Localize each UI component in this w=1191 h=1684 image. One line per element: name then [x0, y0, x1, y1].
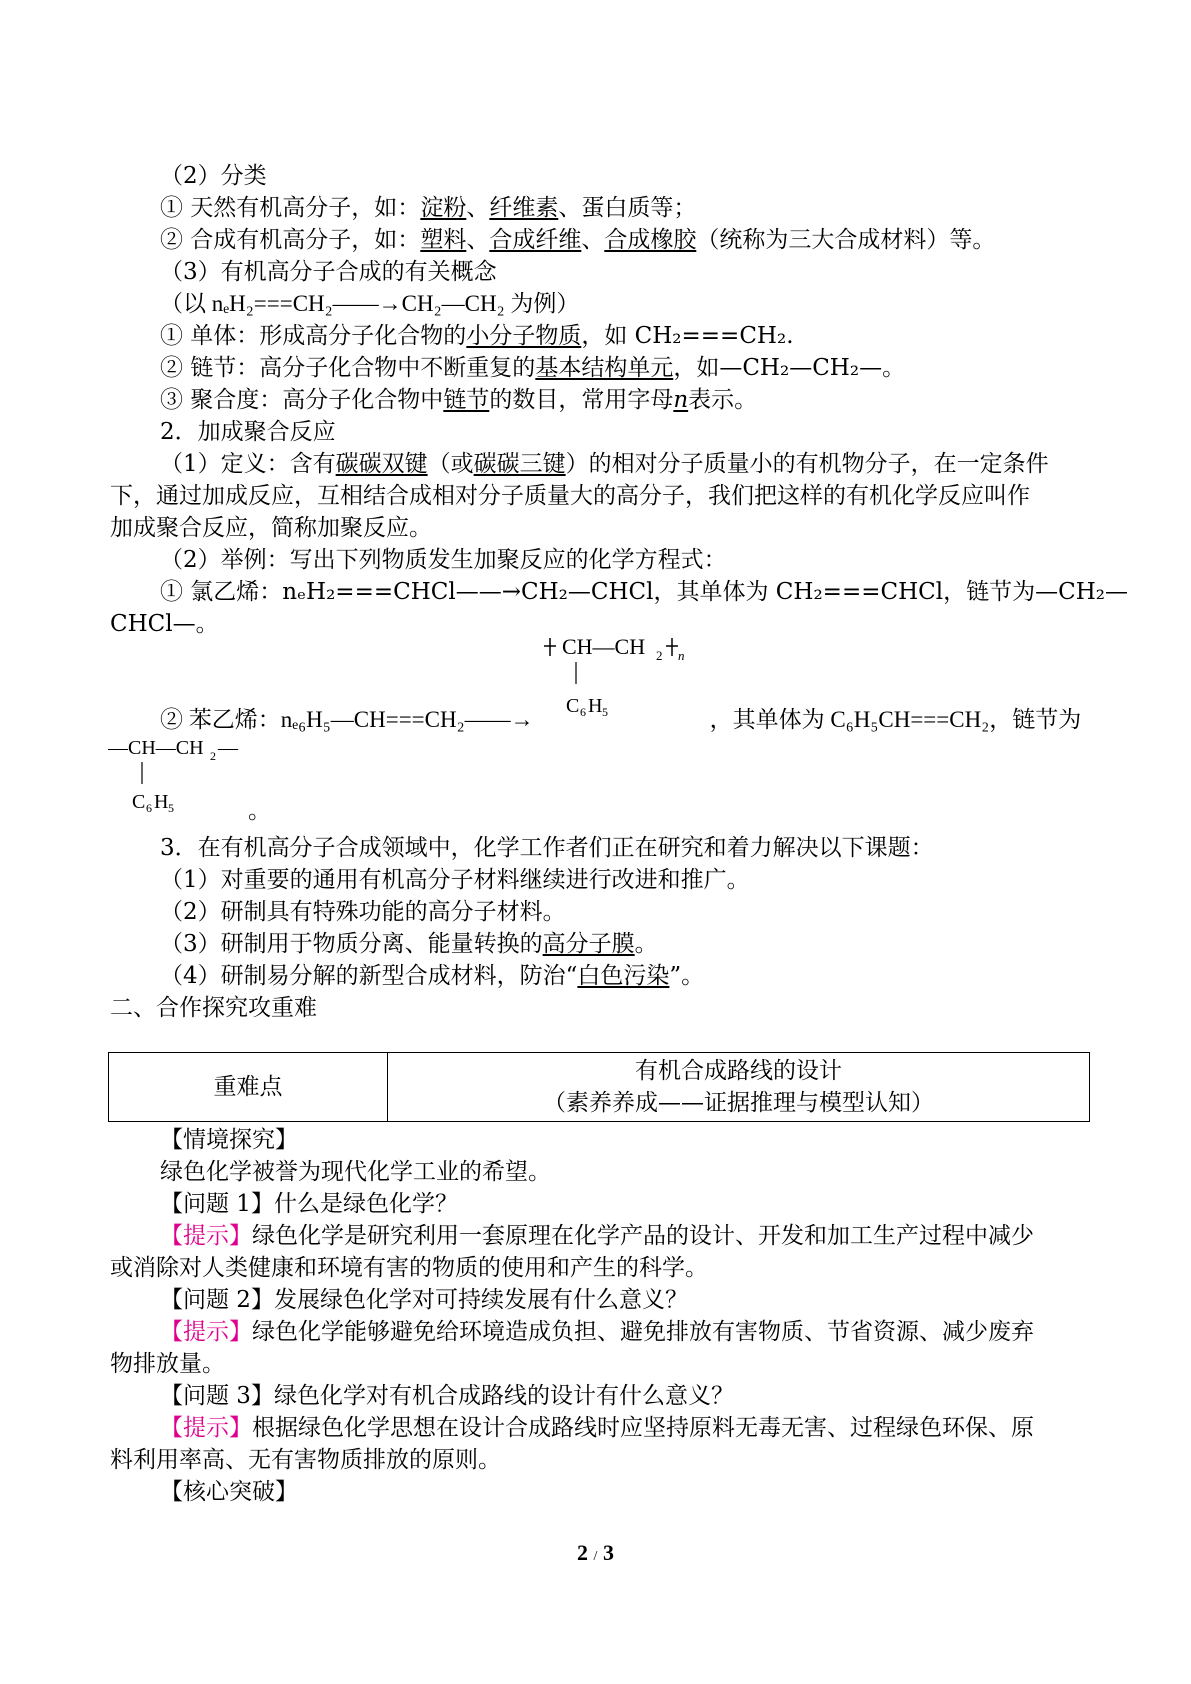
- line-styrene: [160, 704, 1081, 736]
- question-3: [160, 1380, 734, 1412]
- text: （1）对重要的通用有机高分子材料继续进行改进和推广。: [160, 867, 750, 893]
- line-chain-unit: [160, 352, 905, 384]
- table-topic: 有机合成路线的设计: [635, 1058, 842, 1084]
- phenyl-h: H: [588, 695, 603, 717]
- text: ”。: [669, 963, 705, 989]
- text: （3）有机高分子合成的有关概念: [160, 259, 497, 285]
- text: ③ 聚合度：高分子化合物中: [160, 387, 444, 413]
- line-topic-2: [160, 896, 566, 928]
- hint-label: 【提示】: [160, 1223, 252, 1249]
- text: 、: [581, 227, 605, 253]
- page-separator: /: [593, 1549, 598, 1564]
- answer-synthetic-rubber: 合成橡胶: [604, 227, 697, 253]
- text: （以 nₑH₂===CH₂——→CH₂—CH₂ 为例）: [160, 291, 580, 316]
- degree-n: n: [678, 648, 685, 663]
- text: CHCl—。: [110, 611, 219, 637]
- line-addition-polymerization: [160, 416, 336, 448]
- question-1: [160, 1188, 458, 1220]
- answer-triple-bond: 碳碳三键: [473, 451, 566, 477]
- line-period: [248, 795, 271, 827]
- text: 物排放量。: [110, 1351, 225, 1377]
- answer-2-cont: [110, 1348, 225, 1380]
- text: （3）研制用于物质分离、能量转换的: [160, 931, 543, 957]
- key-point-table: [108, 1052, 1090, 1122]
- text: 根据绿色化学思想在设计合成路线时应坚持原料无毒无害、过程绿色环保、原: [252, 1415, 1034, 1441]
- table-label-cell: [109, 1053, 388, 1122]
- text: 、: [466, 195, 490, 221]
- line-vinyl-chloride: [160, 576, 1128, 608]
- line-classification: [160, 160, 267, 192]
- current-page: 2: [577, 1540, 589, 1565]
- line-definition-cont: [110, 480, 1030, 512]
- answer-1-cont: [110, 1252, 708, 1284]
- table-content-cell: [388, 1053, 1090, 1122]
- text: （统称为三大合成材料）等。: [696, 227, 996, 253]
- answer-starch: 淀粉: [420, 195, 467, 221]
- text: （或: [427, 451, 474, 477]
- line-topic-1: [160, 864, 750, 896]
- text: 【情境探究】: [160, 1127, 298, 1153]
- line-definition-end: [110, 512, 432, 544]
- hint-label: 【提示】: [160, 1415, 252, 1441]
- line-example-formula: [160, 288, 579, 320]
- text: ，其单体为 C₆H₅CH===CH₂，链节为: [709, 707, 1082, 732]
- line-monomer: [160, 320, 794, 352]
- text: ① 天然有机高分子，如：: [160, 195, 421, 221]
- line-topic-4: [160, 960, 704, 992]
- text: 绿色化学是研究利用一套原理在化学产品的设计、开发和加工生产过程中减少: [252, 1223, 1034, 1249]
- text: 2．加成聚合反应: [160, 419, 336, 445]
- text: ① 氯乙烯：nₑH₂===CHCl——→CH₂—CHCl，其单体为 CH₂===CHCl，链节为—CH₂—: [160, 579, 1128, 605]
- text: （1）定义：含有: [160, 451, 336, 477]
- answer-polymer-membrane: 高分子膜: [542, 931, 635, 957]
- text: 、蛋白质等；: [558, 195, 697, 221]
- subscript: 2: [656, 648, 663, 663]
- chain-unit-label: —CH—CH: [108, 737, 204, 759]
- page-number: [0, 1540, 1191, 1566]
- text: 。: [248, 798, 271, 824]
- answer-small-molecule: 小分子物质: [466, 323, 582, 349]
- text: 二、合作探究攻重难: [110, 995, 317, 1021]
- text: 加成聚合反应，简称加聚反应。: [110, 515, 432, 541]
- text: （4）研制易分解的新型合成材料，防治“: [160, 963, 578, 989]
- text: （2）举例：写出下列物质发生加聚反应的化学方程式：: [160, 547, 727, 573]
- text: 或消除对人类健康和环境有害的物质的使用和产生的科学。: [110, 1255, 708, 1281]
- question-2: [160, 1284, 688, 1316]
- phenyl-c: C: [566, 695, 580, 717]
- text: ② 链节：高分子化合物中不断重复的: [160, 355, 536, 381]
- phenyl-h: H: [154, 791, 169, 812]
- table-subtitle: （素养养成——证据推理与模型认知）: [543, 1090, 934, 1116]
- phenyl-6: 6: [580, 705, 586, 719]
- text: 料利用率高、无有害物质排放的原则。: [110, 1447, 501, 1473]
- text: （2）分类: [160, 163, 267, 189]
- section-heading: [110, 992, 317, 1024]
- text: ，如—CH₂—CH₂—。: [673, 355, 906, 381]
- line-degree: [160, 384, 757, 416]
- answer-basic-unit: 基本结构单元: [535, 355, 674, 381]
- polymer-backbone-label: CH—CH: [562, 634, 646, 659]
- line-definition: [160, 448, 1049, 480]
- text: 【问题 3】绿色化学对有机合成路线的设计有什么意义？: [160, 1383, 734, 1409]
- answer-synthetic-fiber: 合成纤维: [489, 227, 582, 253]
- table-label: 重难点: [213, 1074, 283, 1100]
- line-concepts-heading: [160, 256, 497, 288]
- answer-1: [160, 1220, 1034, 1252]
- phenyl-c: C: [132, 791, 146, 812]
- text: ）的相对分子质量小的有机物分子，在一定条件: [565, 451, 1049, 477]
- text: ② 苯乙烯：nₑ₆H₅—CH===CH₂——→: [160, 707, 534, 732]
- answer-cellulose: 纤维素: [489, 195, 559, 221]
- text: 绿色化学能够避免给环境造成负担、避免排放有害物质、节省资源、减少废弃: [252, 1319, 1034, 1345]
- inquiry-context: [160, 1156, 551, 1188]
- phenyl-5: 5: [602, 705, 608, 719]
- text: ，如 CH₂===CH₂.: [581, 323, 794, 349]
- text: 绿色化学被誉为现代化学工业的希望。: [160, 1159, 551, 1185]
- total-pages: 3: [602, 1540, 614, 1565]
- hint-label: 【提示】: [160, 1319, 252, 1345]
- answer-chain-unit: 链节: [443, 387, 490, 413]
- subscript: 2: [210, 749, 216, 763]
- text: （2）研制具有特殊功能的高分子材料。: [160, 899, 566, 925]
- text: 3．在有机高分子合成领域中，化学工作者们正在研究和着力解决以下课题：: [160, 835, 934, 861]
- answer-white-pollution: 白色污染: [577, 963, 670, 989]
- answer-3-cont: [110, 1444, 501, 1476]
- text: 表示。: [688, 387, 758, 413]
- line-natural-polymers: [160, 192, 696, 224]
- text: 【问题 1】什么是绿色化学？: [160, 1191, 458, 1217]
- chain-unit-tail: —: [218, 737, 238, 759]
- answer-n: n: [673, 387, 689, 413]
- text: 【核心突破】: [160, 1479, 298, 1505]
- line-examples-heading: [160, 544, 727, 576]
- text: 、: [466, 227, 490, 253]
- text: ① 单体：形成高分子化合物的: [160, 323, 467, 349]
- line-research-topics: [160, 832, 934, 864]
- phenyl-5: 5: [168, 801, 174, 812]
- line-vinyl-chloride-end: [110, 608, 219, 640]
- answer-3: [160, 1412, 1034, 1444]
- core-breakthrough-heading: [160, 1476, 298, 1508]
- text: 下，通过加成反应，互相结合成相对分子质量大的高分子，我们把这样的有机化学反应叫作: [110, 483, 1030, 509]
- text: 。: [634, 931, 658, 957]
- answer-plastic: 塑料: [420, 227, 467, 253]
- line-synthetic-polymers: [160, 224, 995, 256]
- inquiry-heading: [160, 1124, 298, 1156]
- text: 的数目，常用字母: [489, 387, 674, 413]
- line-topic-3: [160, 928, 658, 960]
- phenyl-6: 6: [146, 801, 152, 812]
- text: ② 合成有机高分子，如：: [160, 227, 421, 253]
- text: 【问题 2】发展绿色化学对可持续发展有什么意义？: [160, 1287, 688, 1313]
- answer-2: [160, 1316, 1034, 1348]
- answer-double-bond: 碳碳双键: [335, 451, 428, 477]
- styrene-chain-unit: [108, 732, 268, 812]
